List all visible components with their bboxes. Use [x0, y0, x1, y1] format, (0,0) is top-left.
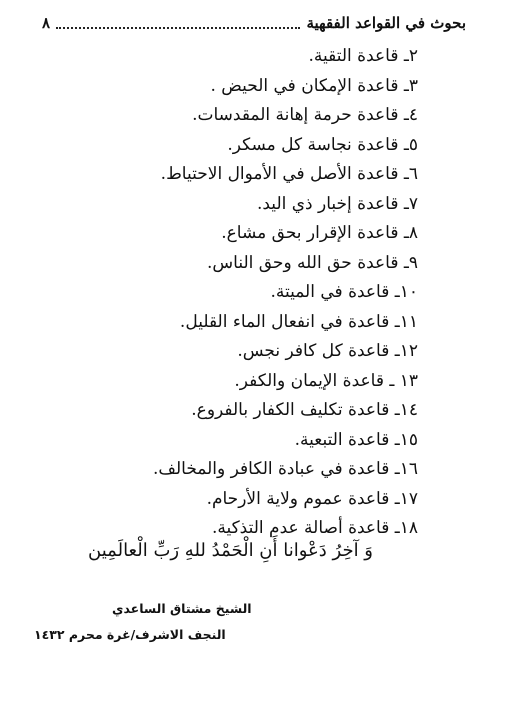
list-item: ٥ـ قاعدة نجاسة كل مسكر.: [227, 134, 418, 155]
page-header: [36, 12, 466, 34]
list-item: ٣ـ قاعدة الإمكان في الحيض .: [210, 75, 418, 96]
closing-verse: وَ آخِرُ دَعْوانا أَنِ الْحَمْدُ للهِ رَبِّ الْعالَمِين: [88, 540, 373, 561]
list-item: ٧ـ قاعدة إخبار ذي اليد.: [256, 193, 418, 214]
place-date: النجف الاشرف/غرة محرم ١٤٣٢: [34, 627, 226, 642]
list-item: ١٢ـ قاعدة كل كافر نجس.: [237, 341, 418, 361]
list-item: ٩ـ قاعدة حق الله وحق الناس.: [206, 252, 418, 273]
list-item: ١٧ـ قاعدة عموم ولاية الأرحام.: [206, 488, 418, 509]
list-item: ٤ـ قاعدة حرمة إهانة المقدسات.: [192, 105, 418, 125]
rules-list: [38, 42, 418, 544]
page-number: ٨: [42, 14, 51, 32]
list-item: ١٥ـ قاعدة التبعية.: [294, 429, 418, 450]
list-item: ١١ـ قاعدة في انفعال الماء القليل.: [179, 311, 418, 332]
list-item: ١٦ـ قاعدة في عبادة الكافر والمخالف.: [152, 459, 418, 479]
list-item: ١٤ـ قاعدة تكليف الكفار بالفروع.: [191, 400, 418, 420]
list-item: ١٣ ـ قاعدة الإيمان والكفر.: [234, 370, 418, 391]
list-item: ٦ـ قاعدة الأصل في الأموال الاحتياط.: [160, 164, 418, 184]
list-item: ٢ـ قاعدة التقية.: [308, 46, 418, 66]
list-item: ١٨ـ قاعدة أصالة عدم التذكية.: [211, 518, 418, 538]
list-item: ٨ـ قاعدة الإقرار بحق مشاع.: [221, 223, 418, 243]
leader-dots: [56, 26, 300, 29]
running-title: بحوث في القواعد الفقهية: [306, 14, 466, 32]
list-item: ١٠ـ قاعدة في الميتة.: [270, 282, 418, 302]
author-name: الشيخ مشتاق الساعدي: [112, 601, 252, 616]
